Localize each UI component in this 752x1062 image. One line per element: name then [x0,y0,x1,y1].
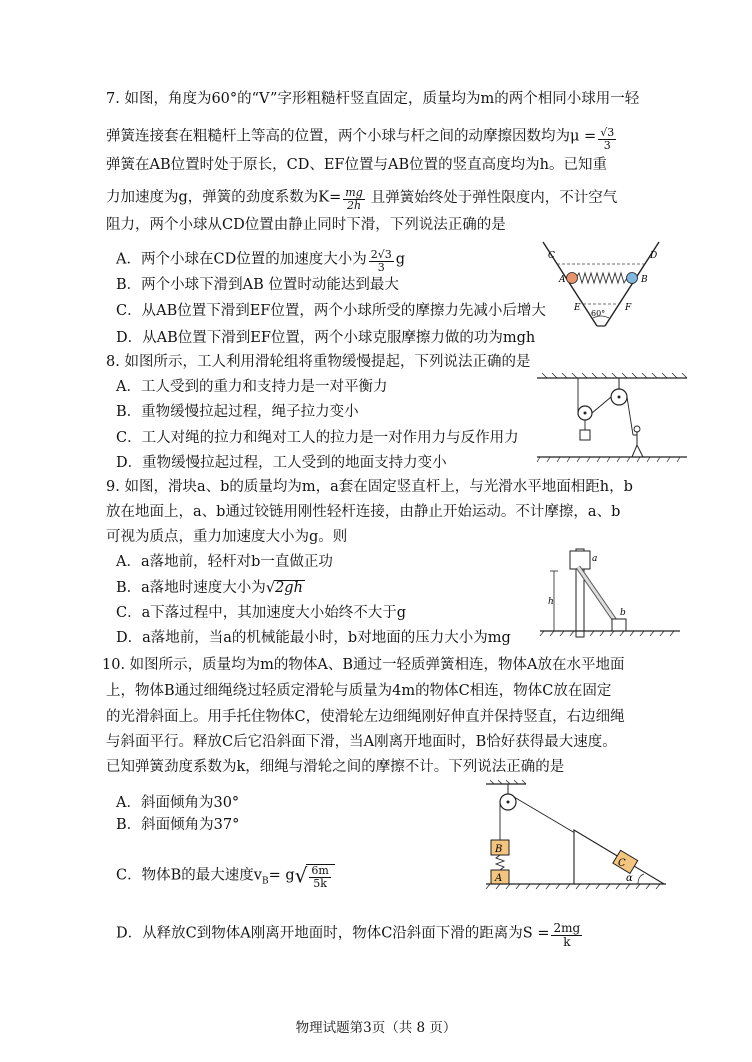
q9-option-d: D．a落地前，当a的机械能最小时，b对地面的压力大小为mg [116,630,511,646]
q10-line4: 与斜面平行。释放C后它沿斜面下滑，当A刚离开地面时，B恰好获得最大速度。 [106,734,617,750]
q8-option-d: D．重物缓慢拉起过程，工人受到的地面支持力变小 [116,455,447,471]
q7-label-a: A [559,275,566,285]
q7-line3: 弹簧在AB位置时处于原长，CD、EF位置与AB位置的竖直高度均为h。已知重 [106,157,607,173]
q10-line5: 已知弹簧劲度系数为k，细绳与滑轮之间的摩擦不计。下列说法正确的是 [106,759,565,775]
q10-label-b: B [495,844,503,855]
q8-option-a: A．工人受到的重力和支持力是一对平衡力 [116,379,388,395]
q9-slider-figure [540,545,680,645]
q9-line3: 可视为质点，重力加速度大小为g。则 [106,529,348,545]
q10-option-a: A．斜面倾角为30° [116,795,240,811]
q7-label-angle: 60° [591,309,606,318]
q9-line2: 放在地面上，a、b通过铰链用刚性轻杆连接，由静止开始运动。不计摩擦，a、b [106,504,621,520]
q10-label-c: C [618,858,626,869]
q7-line5: 阻力，两个小球从CD位置由静止同时下滑，下列说法正确的是 [106,217,506,233]
q9-option-c: C．a下落过程中，其加速度大小始终不大于g [116,605,407,621]
q7-label-c: C [548,251,555,261]
q10-label-alpha: α [626,873,633,884]
q7-line1: 7. 如图，角度为60°的“V”字形粗糙杆竖直固定，质量均为m的两个相同小球用一轻 [106,91,640,107]
q7-label-d: D [650,251,658,261]
q9-label-h: h [548,597,554,607]
q8-option-c: C．工人对绳的拉力和绳对工人的拉力是一对作用力与反作用力 [116,430,519,446]
q7-v-rod-figure [535,238,675,338]
q10-line2: 上，物体B通过细绳绕过轻质定滑轮与质量为4m的物体C相连，物体C放在固定 [106,683,612,699]
q9-label-b: b [620,608,626,618]
q10-label-a: A [495,873,503,884]
q10-option-d: D．从释放C到物体A刚离开地面时，物体C沿斜面下滑的距离为S = $\frac{2mg}{k}$ [116,921,581,949]
q9-option-b: B．a落地时速度大小为√2gh [116,580,303,596]
q8-option-b: B．重物缓慢拉起过程，绳子拉力变小 [116,404,359,420]
q10-option-b: B．斜面倾角为37° [116,817,240,833]
q8-pulley-figure [537,373,687,468]
page-footer: 物理试题第3页（共 8 页） [295,1020,457,1036]
q10-option-c: C．物体B的最大速度$v_B= g√$ $\frac{6m}{5k}$ [116,864,335,889]
q9-option-a: A．a落地前，轻杆对b一直做正功 [116,554,333,570]
q7-label-f: F [625,303,632,313]
q8-stem: 8. 如图所示，工人利用滑轮组将重物缓慢提起，下列说法正确的是 [106,354,531,370]
q7-label-e: E [574,303,581,313]
q7-line4: 力加速度为g，弹簧的劲度系数为K= $\frac{mg}{2h}$ 且弹簧始终处于弹性限度内，不计空气 [106,186,618,212]
q9-label-a: a [592,554,598,564]
q7-option-d: D．从AB位置下滑到EF位置，两个小球克服摩擦力做的功为mgh [116,330,536,346]
q7-label-b: B [641,275,648,285]
q7-option-c: C．从AB位置下滑到EF位置，两个小球所受的摩擦力先减小后增大 [116,303,546,319]
q10-line3: 的光滑斜面上。用手托住物体C，使滑轮左边细绳刚好伸直并保持竖直，右边细绳 [106,709,625,725]
q9-line1: 9. 如图，滑块a、b的质量均为m，a套在固定竖直杆上，与光滑水平地面相距h，b [106,479,633,495]
q7-line2: 弹簧连接套在粗糙杆上等高的位置，两个小球与杆之间的动摩擦因数均为μ = $\frac{√3}{3}$ [106,126,615,152]
q7-option-b: B．两个小球下滑到AB 位置时动能达到最大 [116,277,399,293]
q7-option-a: A．两个小球在CD位置的加速度大小为 $\frac{2√3}{3}$ g [116,248,406,274]
q10-incline-figure [486,780,666,890]
q10-line1: 10. 如图所示，质量均为m的物体A、B通过一轻质弹簧相连，物体A放在水平地面 [102,657,625,673]
